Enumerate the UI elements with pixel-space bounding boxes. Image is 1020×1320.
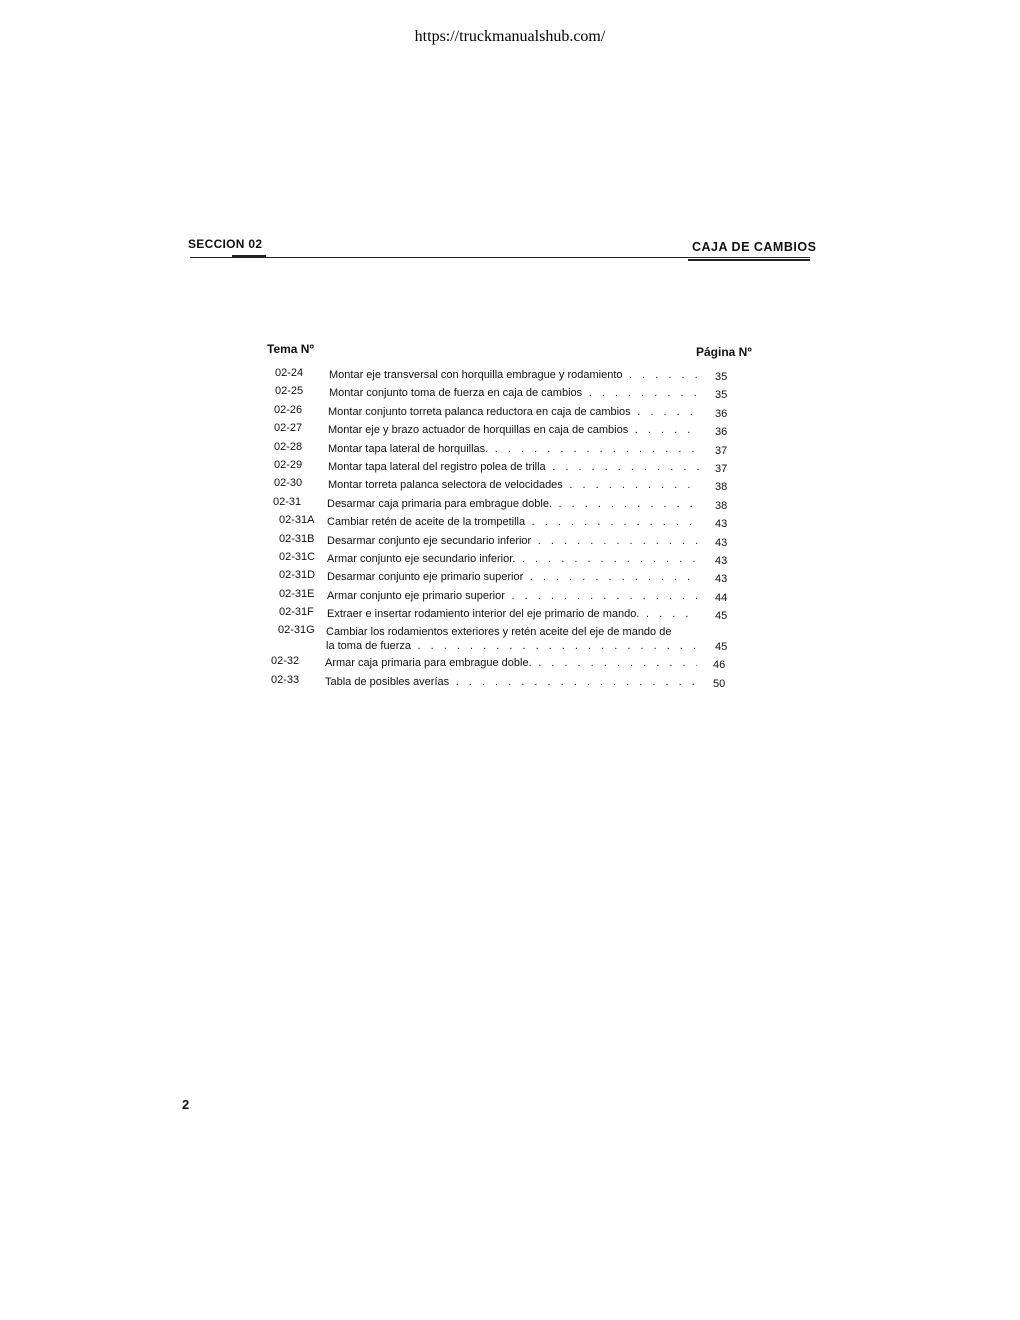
toc-row	[0, 513, 1020, 531]
toc-row	[0, 605, 1020, 623]
toc-row	[0, 384, 1020, 402]
column-header-tema: Tema Nº	[267, 342, 314, 356]
toc-code: 02-24	[275, 367, 304, 379]
header-rule	[190, 257, 810, 258]
toc-row	[0, 440, 1020, 458]
toc-row	[0, 587, 1020, 605]
page-number: 2	[182, 1097, 190, 1112]
toc-row	[0, 403, 1020, 421]
toc-code: 02-31C	[279, 550, 316, 563]
toc-row	[0, 673, 1020, 691]
toc-page: 50	[713, 677, 726, 690]
toc-page: 36	[715, 407, 728, 420]
toc-row	[0, 458, 1020, 476]
toc-title: Desarmar caja primaria para embrague doble. . . .	[327, 497, 699, 511]
toc-title: Montar eje y brazo actuador de horquillas en caja de cambios . . .	[328, 423, 700, 437]
toc-row	[0, 476, 1020, 494]
toc-page: 43	[715, 554, 728, 567]
toc-code: 02-31A	[279, 514, 315, 527]
toc-title-line1: Cambiar los rodamientos exteriores y retén aceite del eje de mando de	[326, 626, 672, 639]
section-title: CAJA DE CAMBIOS	[692, 240, 817, 254]
toc-code: 02-25	[275, 385, 304, 398]
toc-page: 37	[715, 462, 728, 475]
toc-page: 45	[715, 641, 728, 654]
toc-title: Armar caja primaria para embrague doble. . . .	[325, 656, 697, 670]
toc-code: 02-31E	[279, 587, 315, 600]
header-rule-accent-left	[232, 255, 266, 257]
toc-title: Tabla de posibles averías . . .	[325, 675, 697, 689]
toc-row	[0, 421, 1020, 439]
toc-page: 35	[715, 389, 728, 402]
toc-code: 02-32	[271, 655, 300, 668]
toc-title	[326, 625, 698, 653]
toc-page: 45	[715, 610, 728, 623]
toc-code: 02-29	[274, 458, 303, 471]
toc-code: 02-31	[273, 495, 302, 508]
toc-page: 38	[715, 481, 728, 494]
toc-row	[0, 568, 1020, 586]
toc-row	[0, 654, 1020, 672]
section-label: SECCION 02	[188, 237, 263, 251]
toc-page: 43	[715, 518, 728, 531]
toc-page: 35	[715, 371, 728, 383]
toc-code: 02-31B	[279, 532, 315, 545]
toc-code: 02-33	[271, 673, 300, 686]
source-url: https://truckmanualshub.com/	[414, 28, 606, 45]
toc-code: 02-26	[274, 403, 303, 416]
toc-title: Armar conjunto eje primario superior . . .	[327, 589, 699, 603]
toc-code: 02-31F	[279, 606, 314, 619]
toc-row	[0, 550, 1020, 568]
toc-title: Montar tapa lateral de horquillas. . . .	[328, 442, 700, 456]
toc-title-line2: la toma de fuerza . . .	[326, 639, 698, 653]
toc-page: 37	[715, 444, 728, 457]
header-rule-accent-right	[688, 259, 810, 261]
toc-table	[0, 366, 1020, 691]
toc-title: Montar eje transversal con horquilla embrague y rodamiento . . .	[329, 368, 701, 382]
toc-title: Cambiar retén de aceite de la trompetilla . . .	[327, 515, 699, 529]
toc-page: 43	[715, 536, 728, 549]
toc-page: 43	[715, 573, 728, 586]
toc-row	[0, 495, 1020, 513]
toc-row	[0, 623, 1020, 654]
toc-title: Armar conjunto eje secundario inferior. . . .	[327, 552, 699, 566]
toc-title: Montar tapa lateral del registro polea de trilla . . .	[328, 460, 700, 474]
toc-row	[0, 532, 1020, 550]
toc-code: 02-27	[274, 422, 303, 435]
column-header-pagina: Página Nº	[696, 345, 752, 359]
toc-page: 44	[715, 591, 728, 604]
toc-row	[0, 366, 1020, 384]
toc-page: 38	[715, 499, 728, 512]
toc-title: Montar conjunto torreta palanca reductora en caja de cambios . . .	[328, 405, 700, 419]
toc-title: Extraer e insertar rodamiento interior del eje primario de mando. . . .	[327, 607, 699, 621]
toc-code: 02-31D	[279, 569, 316, 582]
toc-title: Desarmar conjunto eje primario superior . . .	[327, 570, 699, 584]
toc-title: Desarmar conjunto eje secundario inferior . . .	[327, 534, 699, 548]
toc-title: Montar conjunto toma de fuerza en caja de cambios . . .	[329, 386, 701, 400]
toc-page: 46	[713, 659, 726, 672]
toc-title: Montar torreta palanca selectora de velocidades . . .	[328, 478, 700, 492]
toc-code: 02-28	[274, 440, 303, 453]
toc-code: 02-30	[274, 477, 303, 490]
toc-page: 36	[715, 426, 728, 439]
toc-code: 02-31G	[278, 624, 315, 637]
